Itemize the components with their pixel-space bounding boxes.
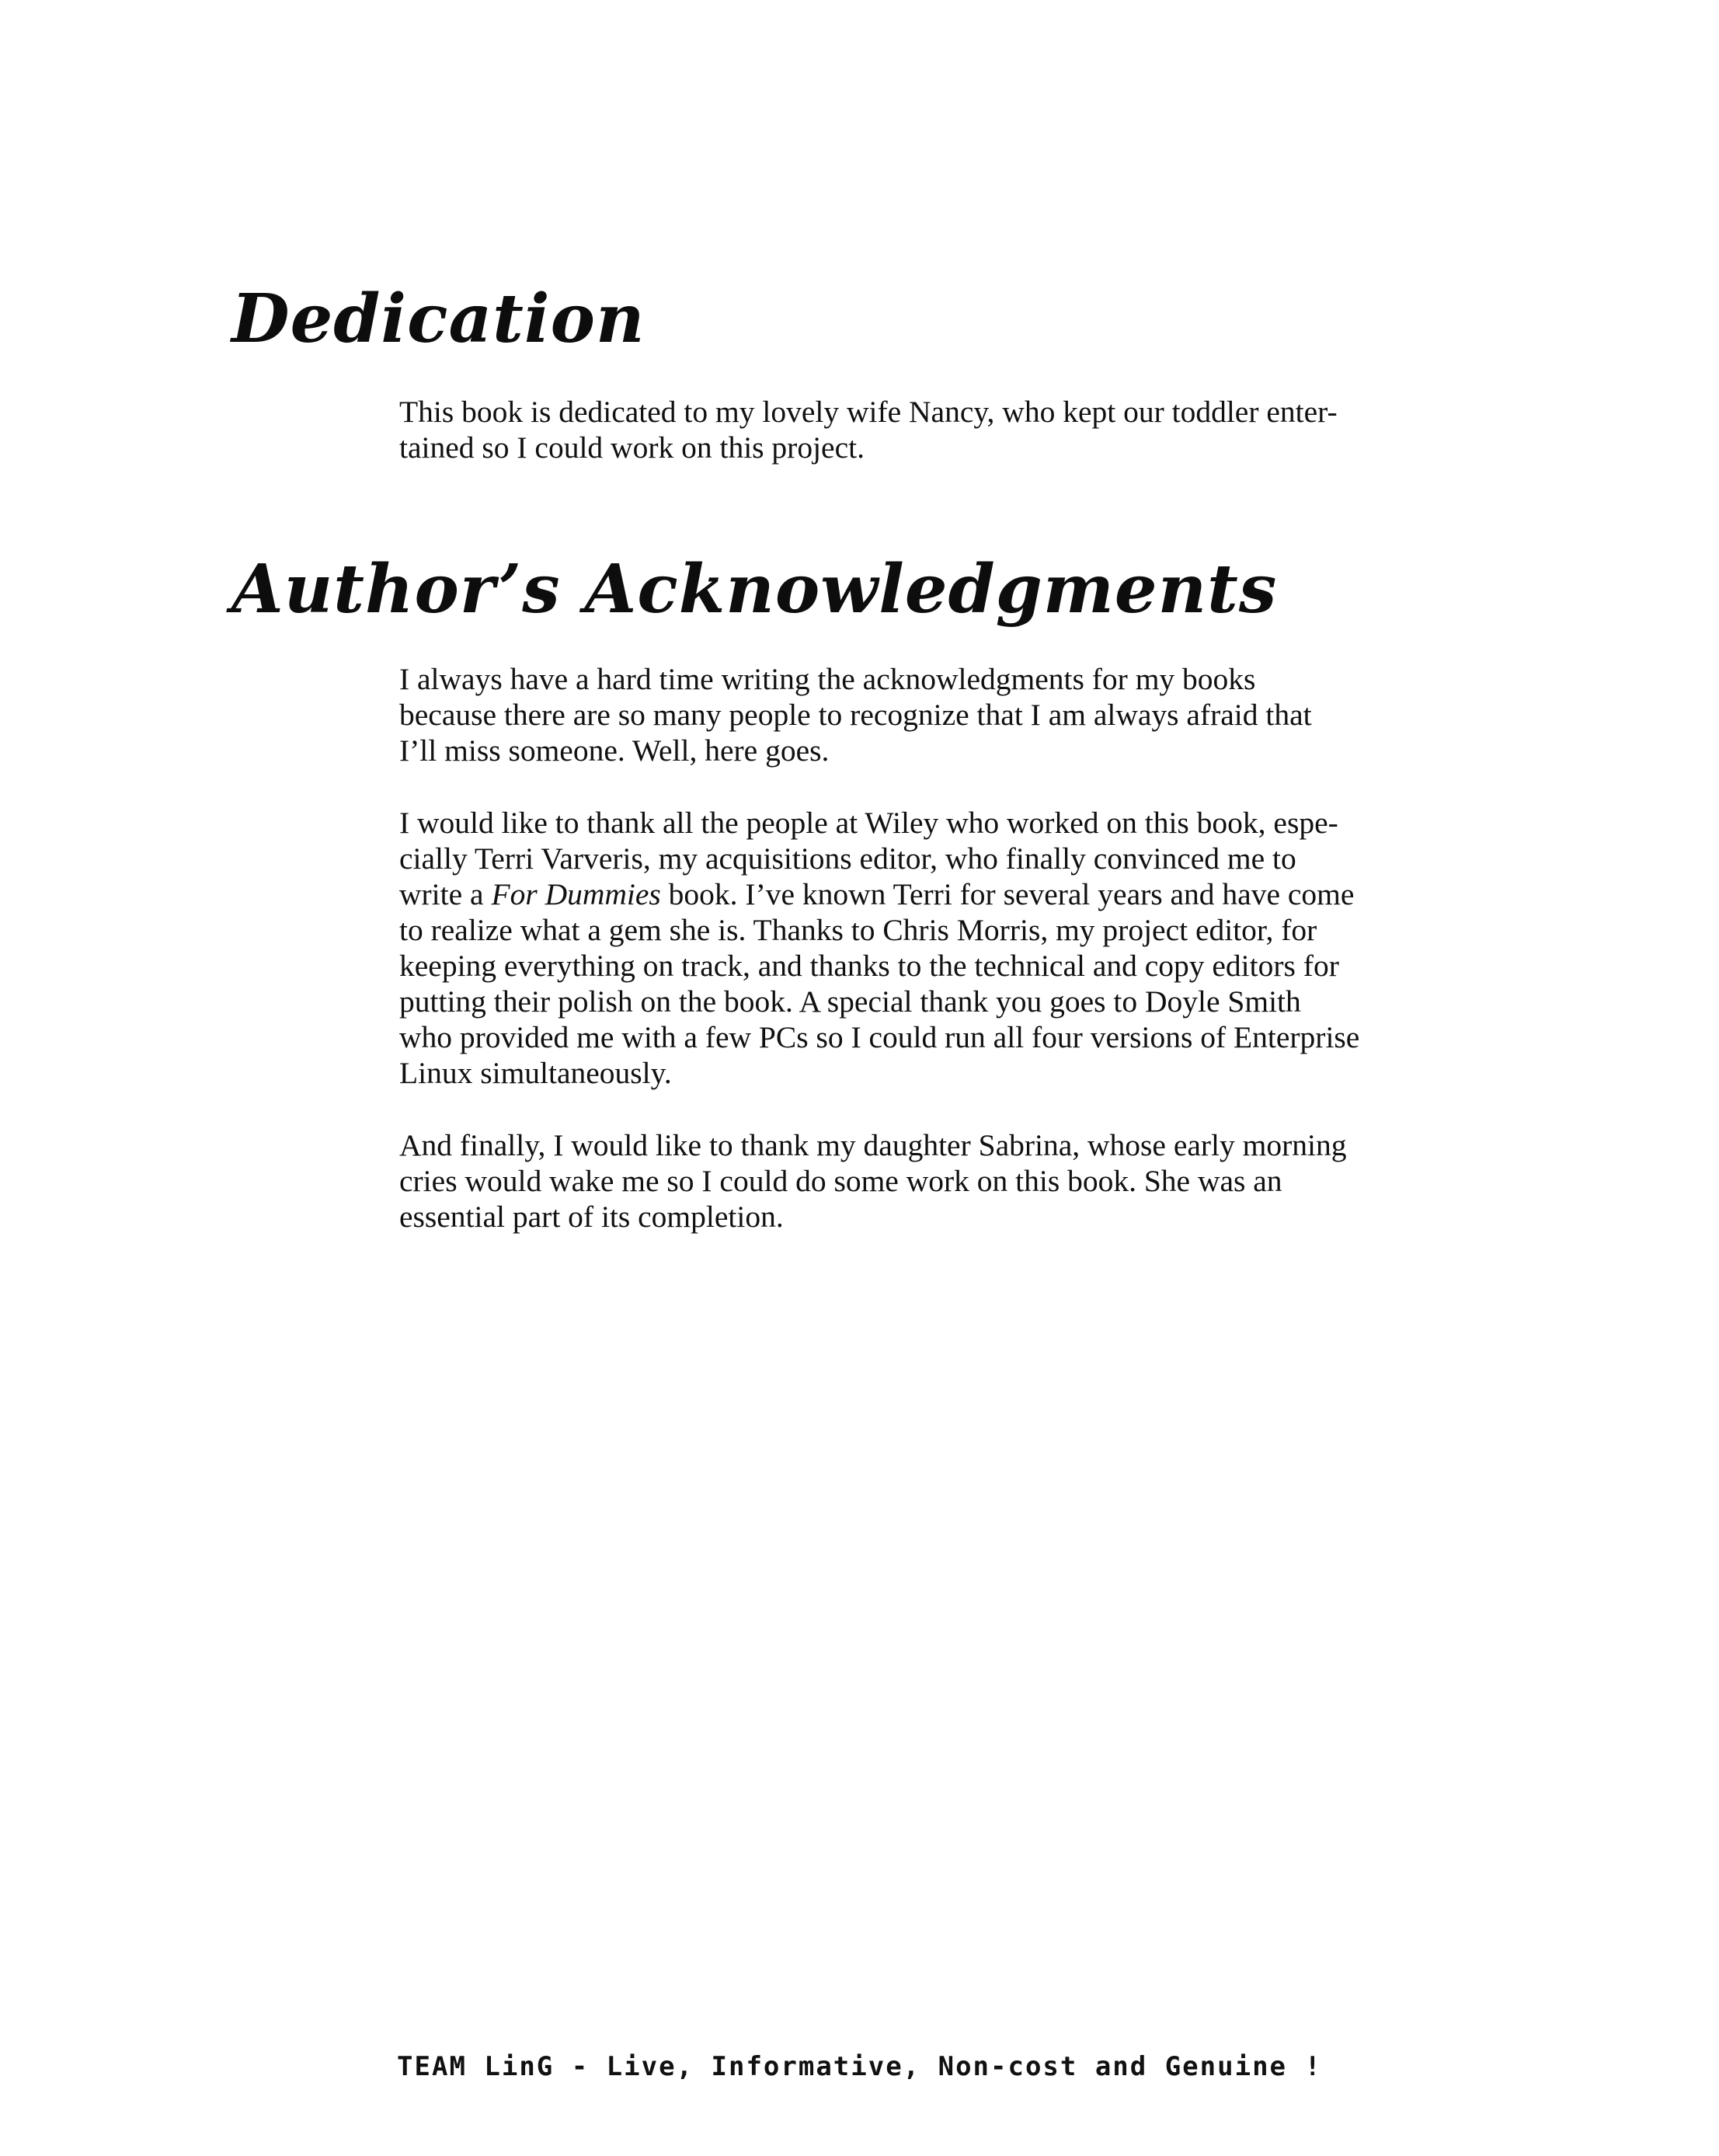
paragraph-line: And finally, I would like to thank my daughter Sabrina, whose early morning — [399, 1128, 1347, 1162]
paragraph-line: who provided me with a few PCs so I could run all four versions of Enterprise — [399, 1020, 1360, 1054]
dedication-paragraph — [399, 394, 1487, 465]
acknowledgments-paragraph-3 — [399, 1127, 1487, 1235]
acknowledgments-paragraph-2 — [399, 805, 1487, 1091]
paragraph-line: putting their polish on the book. A special thank you goes to Doyle Smith — [399, 984, 1301, 1019]
paragraph-line: Linux simultaneously. — [399, 1056, 672, 1090]
acknowledgments-heading: Author’s Acknowledgments — [231, 550, 1278, 629]
footer-banner: TEAM LinG - Live, Informative, Non-cost and Genuine ! — [397, 2051, 1322, 2082]
paragraph-line — [399, 876, 1487, 912]
paragraph-line: cially Terri Varveris, my acquisitions editor, who finally convinced me to — [399, 841, 1296, 876]
dedication-line: tained so I could work on this project. — [399, 430, 865, 465]
paragraph-line: cries would wake me so I could do some work on this book. She was an — [399, 1164, 1282, 1198]
paragraph-line: I’ll miss someone. Well, here goes. — [399, 733, 830, 768]
dedication-line: This book is dedicated to my lovely wife Nancy, who kept our toddler enter- — [399, 395, 1338, 429]
text-segment: book. I’ve known Terri for several years and have come — [660, 877, 1355, 911]
paragraph-line: essential part of its completion. — [399, 1200, 784, 1234]
paragraph-line: keeping everything on track, and thanks to the technical and copy editors for — [399, 949, 1339, 983]
book-series-title: For Dummies — [491, 877, 661, 911]
paragraph-line: because there are so many people to recognize that I am always afraid that — [399, 698, 1312, 732]
paragraph-line: I would like to thank all the people at Wiley who worked on this book, espe- — [399, 806, 1338, 840]
acknowledgments-paragraph-1 — [399, 661, 1487, 768]
text-segment: write a — [399, 877, 492, 911]
paragraph-line: I always have a hard time writing the acknowledgments for my books — [399, 662, 1256, 696]
dedication-heading: Dedication — [231, 280, 645, 358]
paragraph-line: to realize what a gem she is. Thanks to Chris Morris, my project editor, for — [399, 913, 1317, 947]
